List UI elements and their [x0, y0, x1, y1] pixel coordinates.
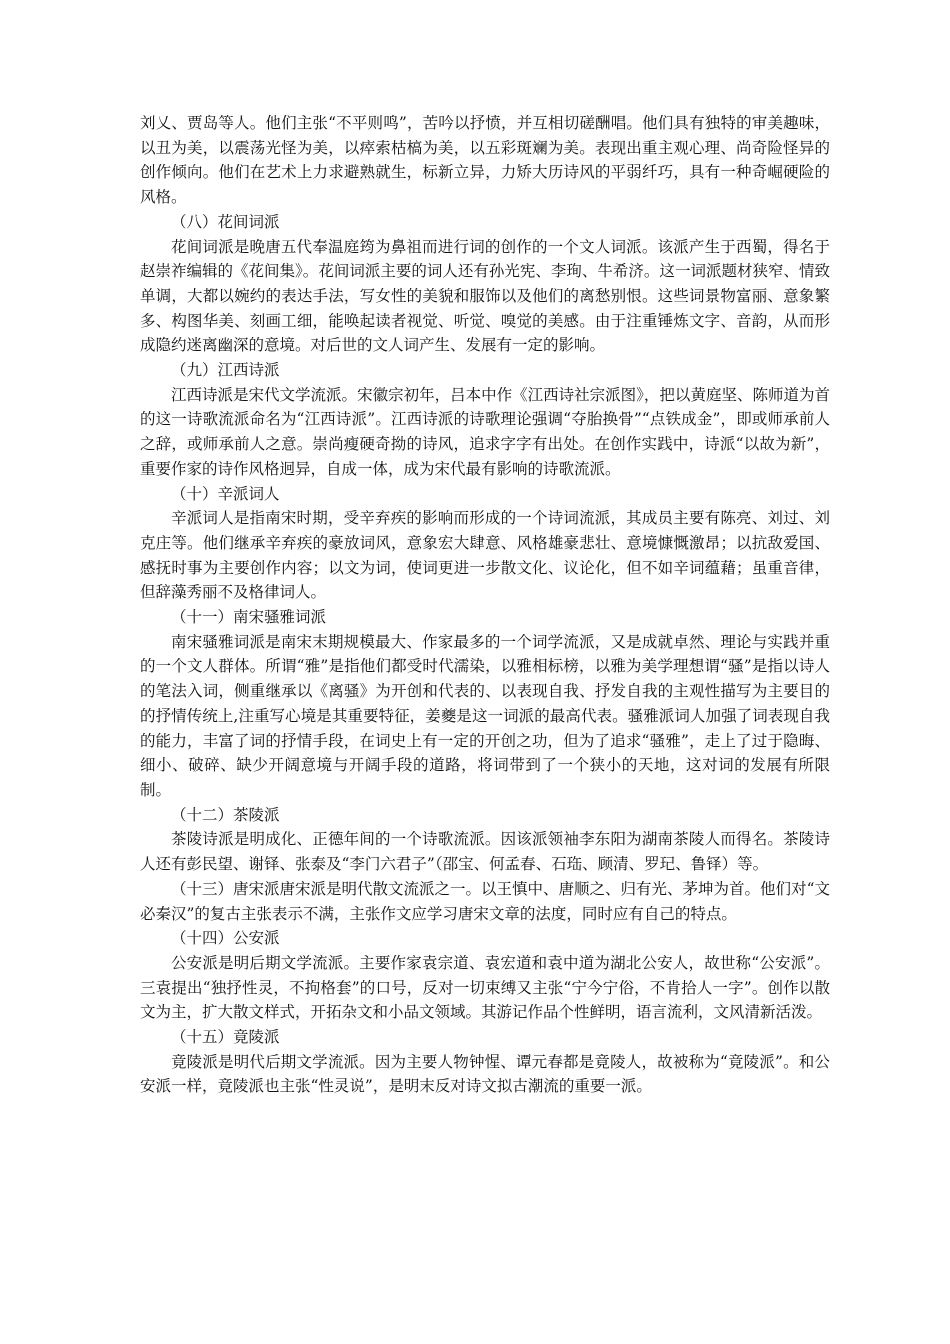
document-page: [140, 111, 830, 1099]
section-jingling: [140, 1025, 830, 1099]
section-heading: （九）江西诗派: [171, 361, 280, 380]
section-body: 辛派词人是指南宋时期，受辛弃疾的影响而形成的一个诗词流派，其成员主要有陈亮、刘过、刘克庄等。他们继承辛弃疾的豪放词风，意象宏大肆意、风格雄豪悲壮、意境慷慨激昂；以抗敌爱国、感抚时事为主要创作内容；以文为词，使词更进一步散文化、议论化，但不如辛词蕴藉；虽重音律，但辞藻秀丽不及格律词人。: [140, 509, 830, 602]
section-huajian: [140, 210, 830, 358]
intro-paragraph: 刘乂、贾岛等人。他们主张“不平则鸣”，苦吟以抒愤，并互相切磋酬唱。他们具有独特的审美趣味，以丑为美，以震荡光怪为美，以瘁索枯槁为美，以五彩斑斓为美。表现出重主观心理、尚奇险怪异的创作倾向。他们在艺术上力求避熟就生，标新立异，力矫大历诗风的平弱纤巧，具有一种奇崛硬险的风格。: [140, 114, 830, 207]
section-heading: （十）辛派词人: [171, 484, 280, 503]
section-heading: （十五）竟陵派: [171, 1028, 280, 1047]
section-heading: （十四）公安派: [171, 929, 280, 948]
section-heading: （十一）南宋骚雅词派: [171, 608, 327, 627]
section-body: 茶陵诗派是明成化、正德年间的一个诗歌流派。因该派领袖李东阳为湖南茶陵人而得名。茶陵诗人还有彭民望、谢铎、张泰及“李门六君子”（邵宝、何孟春、石珤、顾清、罗玘、鲁铎）等。: [140, 830, 830, 874]
section-jiangxi: [140, 358, 830, 482]
section-body: 竟陵派是明代后期文学流派。因为主要人物钟惺、谭元春都是竟陵人，故被称为“竟陵派”。和公安派一样，竟陵派也主张“性灵说”，是明末反对诗文拟古潮流的重要一派。: [140, 1052, 830, 1096]
section-chaling: [140, 803, 830, 877]
section-heading: （八）花间词派: [171, 212, 280, 231]
section-body: （十三）唐宋派唐宋派是明代散文流派之一。以王慎中、唐顺之、归有光、茅坤为首。他们对“文必秦汉”的复古主张表示不满，主张作文应学习唐宋文章的法度，同时应有自己的特点。: [140, 879, 830, 923]
section-body: 南宋骚雅词派是南宋末期规模最大、作家最多的一个词学流派，又是成就卓然、理论与实践并重的一个文人群体。所谓“雅”是指他们都受时代濡染，以雅相标榜，以雅为美学理想谓“骚”是指以诗人的笔法入词，侧重继承以《离骚》为开创和代表的、以表现自我、抒发自我的主观性描写为主要目的的抒情传统上,注重写心境是其重要特征，姜夔是这一词派的最高代表。骚雅派词人加强了词表现自我的能力，丰富了词的抒情手段，在词史上有一定的开创之功，但为了追求“骚雅”，走上了过于隐晦、细小、破碎、缺少开阔意境与开阔手段的道路，将词带到了一个狭小的天地，这对词的发展有所限制。: [140, 632, 830, 799]
section-gongan: [140, 926, 830, 1025]
section-body: 花间词派是晚唐五代奉温庭筠为鼻祖而进行词的创作的一个文人词派。该派产生于西蜀，得名于赵崇祚编辑的《花间集》。花间词派主要的词人还有孙光宪、李珣、牛希济。这一词派题材狭窄、情致单调，大都以婉约的表达手法，写女性的美貌和服饰以及他们的离愁别恨。这些词景物富丽、意象繁多、构图华美、刻画工细，能唤起读者视觉、听觉、嗅觉的美感。由于注重锤炼文字、音韵，从而形成隐约迷离幽深的意境。对后世的文人词产生、发展有一定的影响。: [140, 237, 830, 355]
section-body: 公安派是明后期文学流派。主要作家袁宗道、袁宏道和袁中道为湖北公安人，故世称“公安派”。三袁提出“独抒性灵，不拘格套”的口号，反对一切束缚又主张“宁今宁俗，不肯拾人一字”。创作以散文为主，扩大散文样式，开拓杂文和小品文领域。其游记作品个性鲜明，语言流利，文风清新活泼。: [140, 953, 830, 1022]
section-heading: （十二）茶陵派: [171, 805, 280, 824]
section-xinpai: [140, 482, 830, 606]
section-saoya: [140, 605, 830, 803]
section-body: 江西诗派是宋代文学流派。宋徽宗初年，吕本中作《江西诗社宗派图》，把以黄庭坚、陈师道为首的这一诗歌流派命名为“江西诗派”。江西诗派的诗歌理论强调“夺胎换骨”“点铁成金”，即或师承前人之辞，或师承前人之意。崇尚瘦硬奇拗的诗风，追求字字有出处。在创作实践中，诗派“以故为新”，重要作家的诗作风格迥异，自成一体，成为宋代最有影响的诗歌流派。: [140, 385, 830, 478]
section-tangsong: [140, 877, 830, 926]
